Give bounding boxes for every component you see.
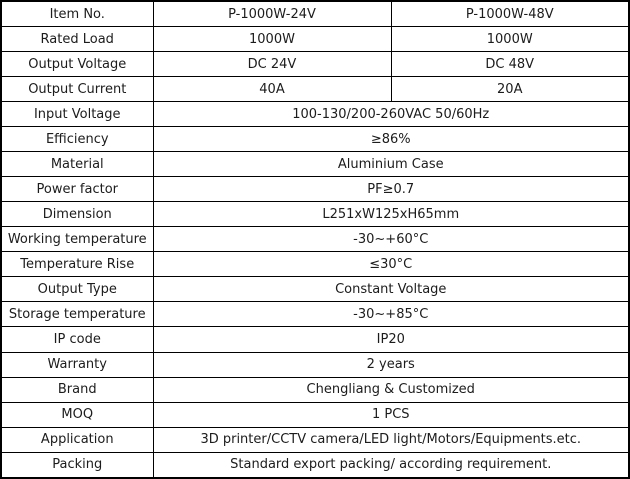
- spec-value: Standard export packing/ according requirement.: [153, 452, 629, 478]
- spec-label: Dimension: [1, 202, 153, 227]
- spec-row-brand: [1, 377, 629, 402]
- spec-value: 1000W: [391, 27, 629, 52]
- spec-row-input-voltage: [1, 102, 629, 127]
- spec-value: IP20: [153, 327, 629, 352]
- spec-label: Material: [1, 152, 153, 177]
- spec-label: Output Current: [1, 77, 153, 102]
- spec-value: ≥86%: [153, 127, 629, 152]
- spec-label: Efficiency: [1, 127, 153, 152]
- spec-value: 100-130/200-260VAC 50/60Hz: [153, 102, 629, 127]
- spec-value: 3D printer/CCTV camera/LED light/Motors/Equipments.etc.: [153, 427, 629, 452]
- spec-value: 40A: [153, 77, 391, 102]
- spec-label: Rated Load: [1, 27, 153, 52]
- spec-value: -30~+60°C: [153, 227, 629, 252]
- spec-label: Working temperature: [1, 227, 153, 252]
- spec-row-material: [1, 152, 629, 177]
- spec-value: P-1000W-24V: [153, 1, 391, 27]
- spec-row-output-type: [1, 277, 629, 302]
- spec-label: Temperature Rise: [1, 252, 153, 277]
- spec-value: 1 PCS: [153, 402, 629, 427]
- spec-value: DC 48V: [391, 52, 629, 77]
- spec-value: Constant Voltage: [153, 277, 629, 302]
- spec-row-item-no: [1, 1, 629, 27]
- spec-row-dimension: [1, 202, 629, 227]
- spec-value: ≤30°C: [153, 252, 629, 277]
- spec-value: DC 24V: [153, 52, 391, 77]
- spec-label: Application: [1, 427, 153, 452]
- spec-label: Input Voltage: [1, 102, 153, 127]
- spec-value: PF≥0.7: [153, 177, 629, 202]
- spec-label: Item No.: [1, 1, 153, 27]
- spec-value: Aluminium Case: [153, 152, 629, 177]
- spec-row-temperature-rise: [1, 252, 629, 277]
- spec-label: Warranty: [1, 352, 153, 377]
- spec-value: -30~+85°C: [153, 302, 629, 327]
- spec-label: MOQ: [1, 402, 153, 427]
- spec-row-packing: [1, 452, 629, 478]
- spec-row-warranty: [1, 352, 629, 377]
- spec-row-output-current: [1, 77, 629, 102]
- spec-row-ip-code: [1, 327, 629, 352]
- spec-row-efficiency: [1, 127, 629, 152]
- spec-row-moq: [1, 402, 629, 427]
- spec-row-power-factor: [1, 177, 629, 202]
- spec-row-working-temperature: [1, 227, 629, 252]
- spec-label: Storage temperature: [1, 302, 153, 327]
- spec-value: 20A: [391, 77, 629, 102]
- spec-label: Brand: [1, 377, 153, 402]
- spec-row-storage-temperature: [1, 302, 629, 327]
- spec-value: L251xW125xH65mm: [153, 202, 629, 227]
- spec-label: Output Type: [1, 277, 153, 302]
- spec-row-rated-load: [1, 27, 629, 52]
- spec-row-output-voltage: [1, 52, 629, 77]
- spec-label: Power factor: [1, 177, 153, 202]
- spec-label: Packing: [1, 452, 153, 478]
- spec-value: P-1000W-48V: [391, 1, 629, 27]
- spec-value: Chengliang & Customized: [153, 377, 629, 402]
- spec-label: IP code: [1, 327, 153, 352]
- spec-value: 1000W: [153, 27, 391, 52]
- spec-label: Output Voltage: [1, 52, 153, 77]
- spec-value: 2 years: [153, 352, 629, 377]
- spec-row-application: [1, 427, 629, 452]
